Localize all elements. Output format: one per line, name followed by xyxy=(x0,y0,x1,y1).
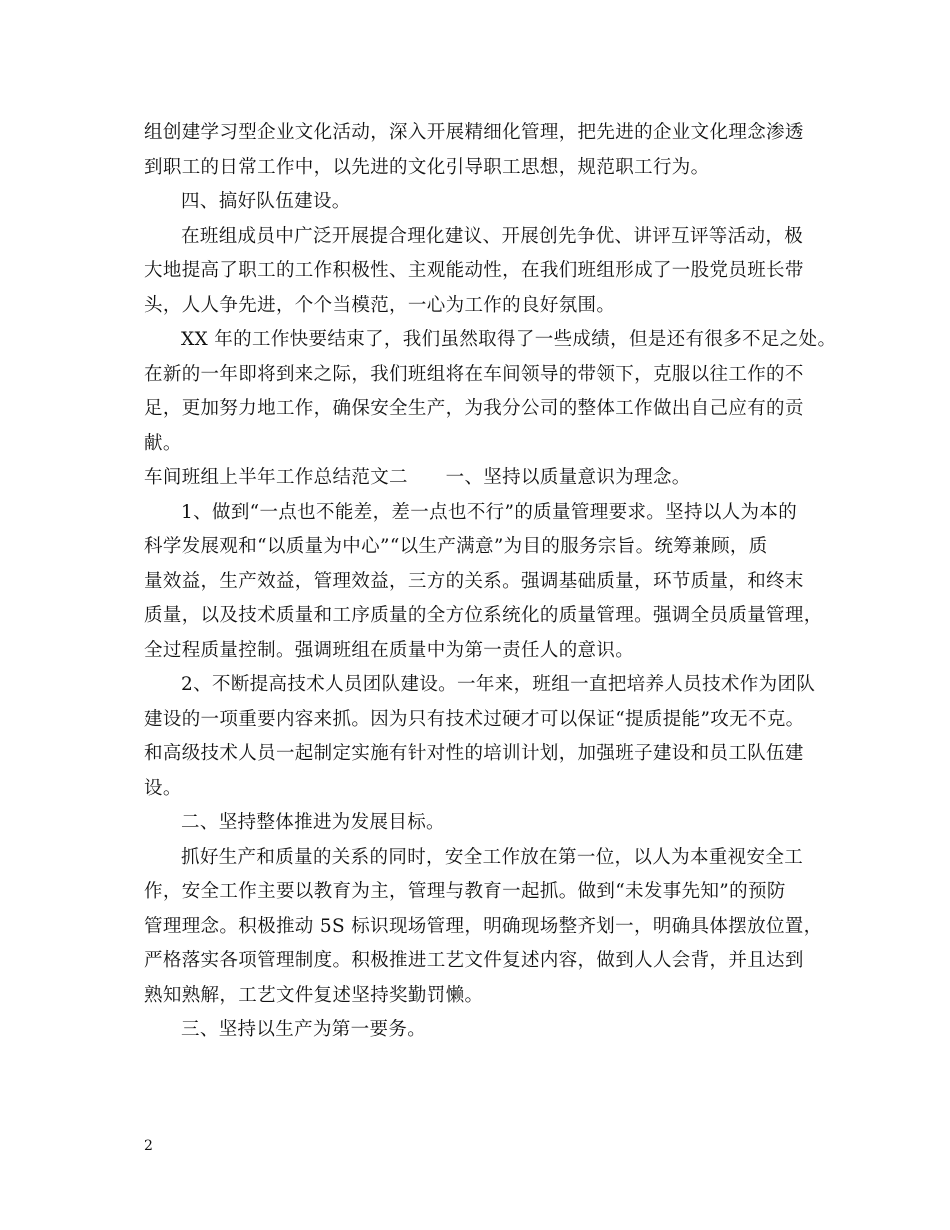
text-line: 头，人人争先进，个个当模范，一心为工作的良好氛围。 xyxy=(144,294,616,316)
text-line: 管理理念。积极推动 5S 标识现场管理，明确现场整齐划一，明确具体摆放位置， xyxy=(144,915,823,937)
text-line: XX 年的工作快要结束了，我们虽然取得了一些成绩，但是还有很多不足之处。 xyxy=(181,329,837,350)
text-line: 全过程质量控制。强调班组在质量中为第一责任人的意识。 xyxy=(144,639,635,661)
text-line: 在班组成员中广泛开展提合理化建议、开展创先争优、讲评互评等活动，极 xyxy=(181,225,804,247)
text-line: 在新的一年即将到来之际，我们班组将在车间领导的带领下，克服以往工作的不 xyxy=(144,363,804,385)
text-line: 献。 xyxy=(144,432,182,454)
text-line: 作，安全工作主要以教育为主，管理与教育一起抓。做到“未发事先知”的预防 xyxy=(144,881,786,902)
text-line: 科学发展观和“以质量为中心”“以生产满意”为目的服务宗旨。统筹兼顾，质 xyxy=(144,536,768,557)
text-line: 严格落实各项管理制度。积极推进工艺文件复述内容，做到人人会背，并且达到 xyxy=(144,950,804,971)
text-line: 建设的一项重要内容来抓。因为只有技术过硬才可以保证“提质提能”攻无不克。 xyxy=(144,708,805,730)
text-line: 质量，以及技术质量和工序质量的全方位系统化的质量管理。强调全员质量管理， xyxy=(144,605,823,626)
text-line: 2、不断提高技术人员团队建设。一年来，班组一直把培养人员技术作为团队 xyxy=(181,674,816,695)
text-line: 量效益，生产效益，管理效益，三方的关系。强调基础质量，环节质量，和终末 xyxy=(144,570,804,592)
section-heading: 四、搞好队伍建设。 xyxy=(181,191,351,212)
text-line: 到职工的日常工作中，以先进的文化引导职工思想，规范职工行为。 xyxy=(144,156,710,178)
document-title-line: 车间班组上半年工作总结范文二 一、坚持以质量意识为理念。 xyxy=(144,467,691,488)
text-line: 足，更加努力地工作，确保安全生产，为我分公司的整体工作做出自己应有的贡 xyxy=(144,398,804,419)
text-line: 抓好生产和质量的关系的同时，安全工作放在第一位，以人为本重视安全工 xyxy=(181,846,804,868)
text-line: 1、做到“一点也不能差，差一点也不行”的质量管理要求。坚持以人为本的 xyxy=(181,501,798,523)
page-number: 2 xyxy=(144,1138,153,1154)
text-line: 设。 xyxy=(144,777,182,799)
section-heading: 三、坚持以生产为第一要务。 xyxy=(181,1019,427,1040)
text-line: 组创建学习型企业文化活动，深入开展精细化管理，把先进的企业文化理念渗透 xyxy=(144,122,804,143)
document-body xyxy=(144,116,837,1048)
text-line: 大地提高了职工的工作积极性、主观能动性，在我们班组形成了一股党员班长带 xyxy=(144,260,804,281)
text-line: 和高级技术人员一起制定实施有针对性的培训计划，加强班子建设和员工队伍建 xyxy=(144,743,804,764)
text-line: 熟知熟解，工艺文件复述坚持奖勤罚懒。 xyxy=(144,984,484,1006)
section-heading: 二、坚持整体推进为发展目标。 xyxy=(181,812,445,833)
